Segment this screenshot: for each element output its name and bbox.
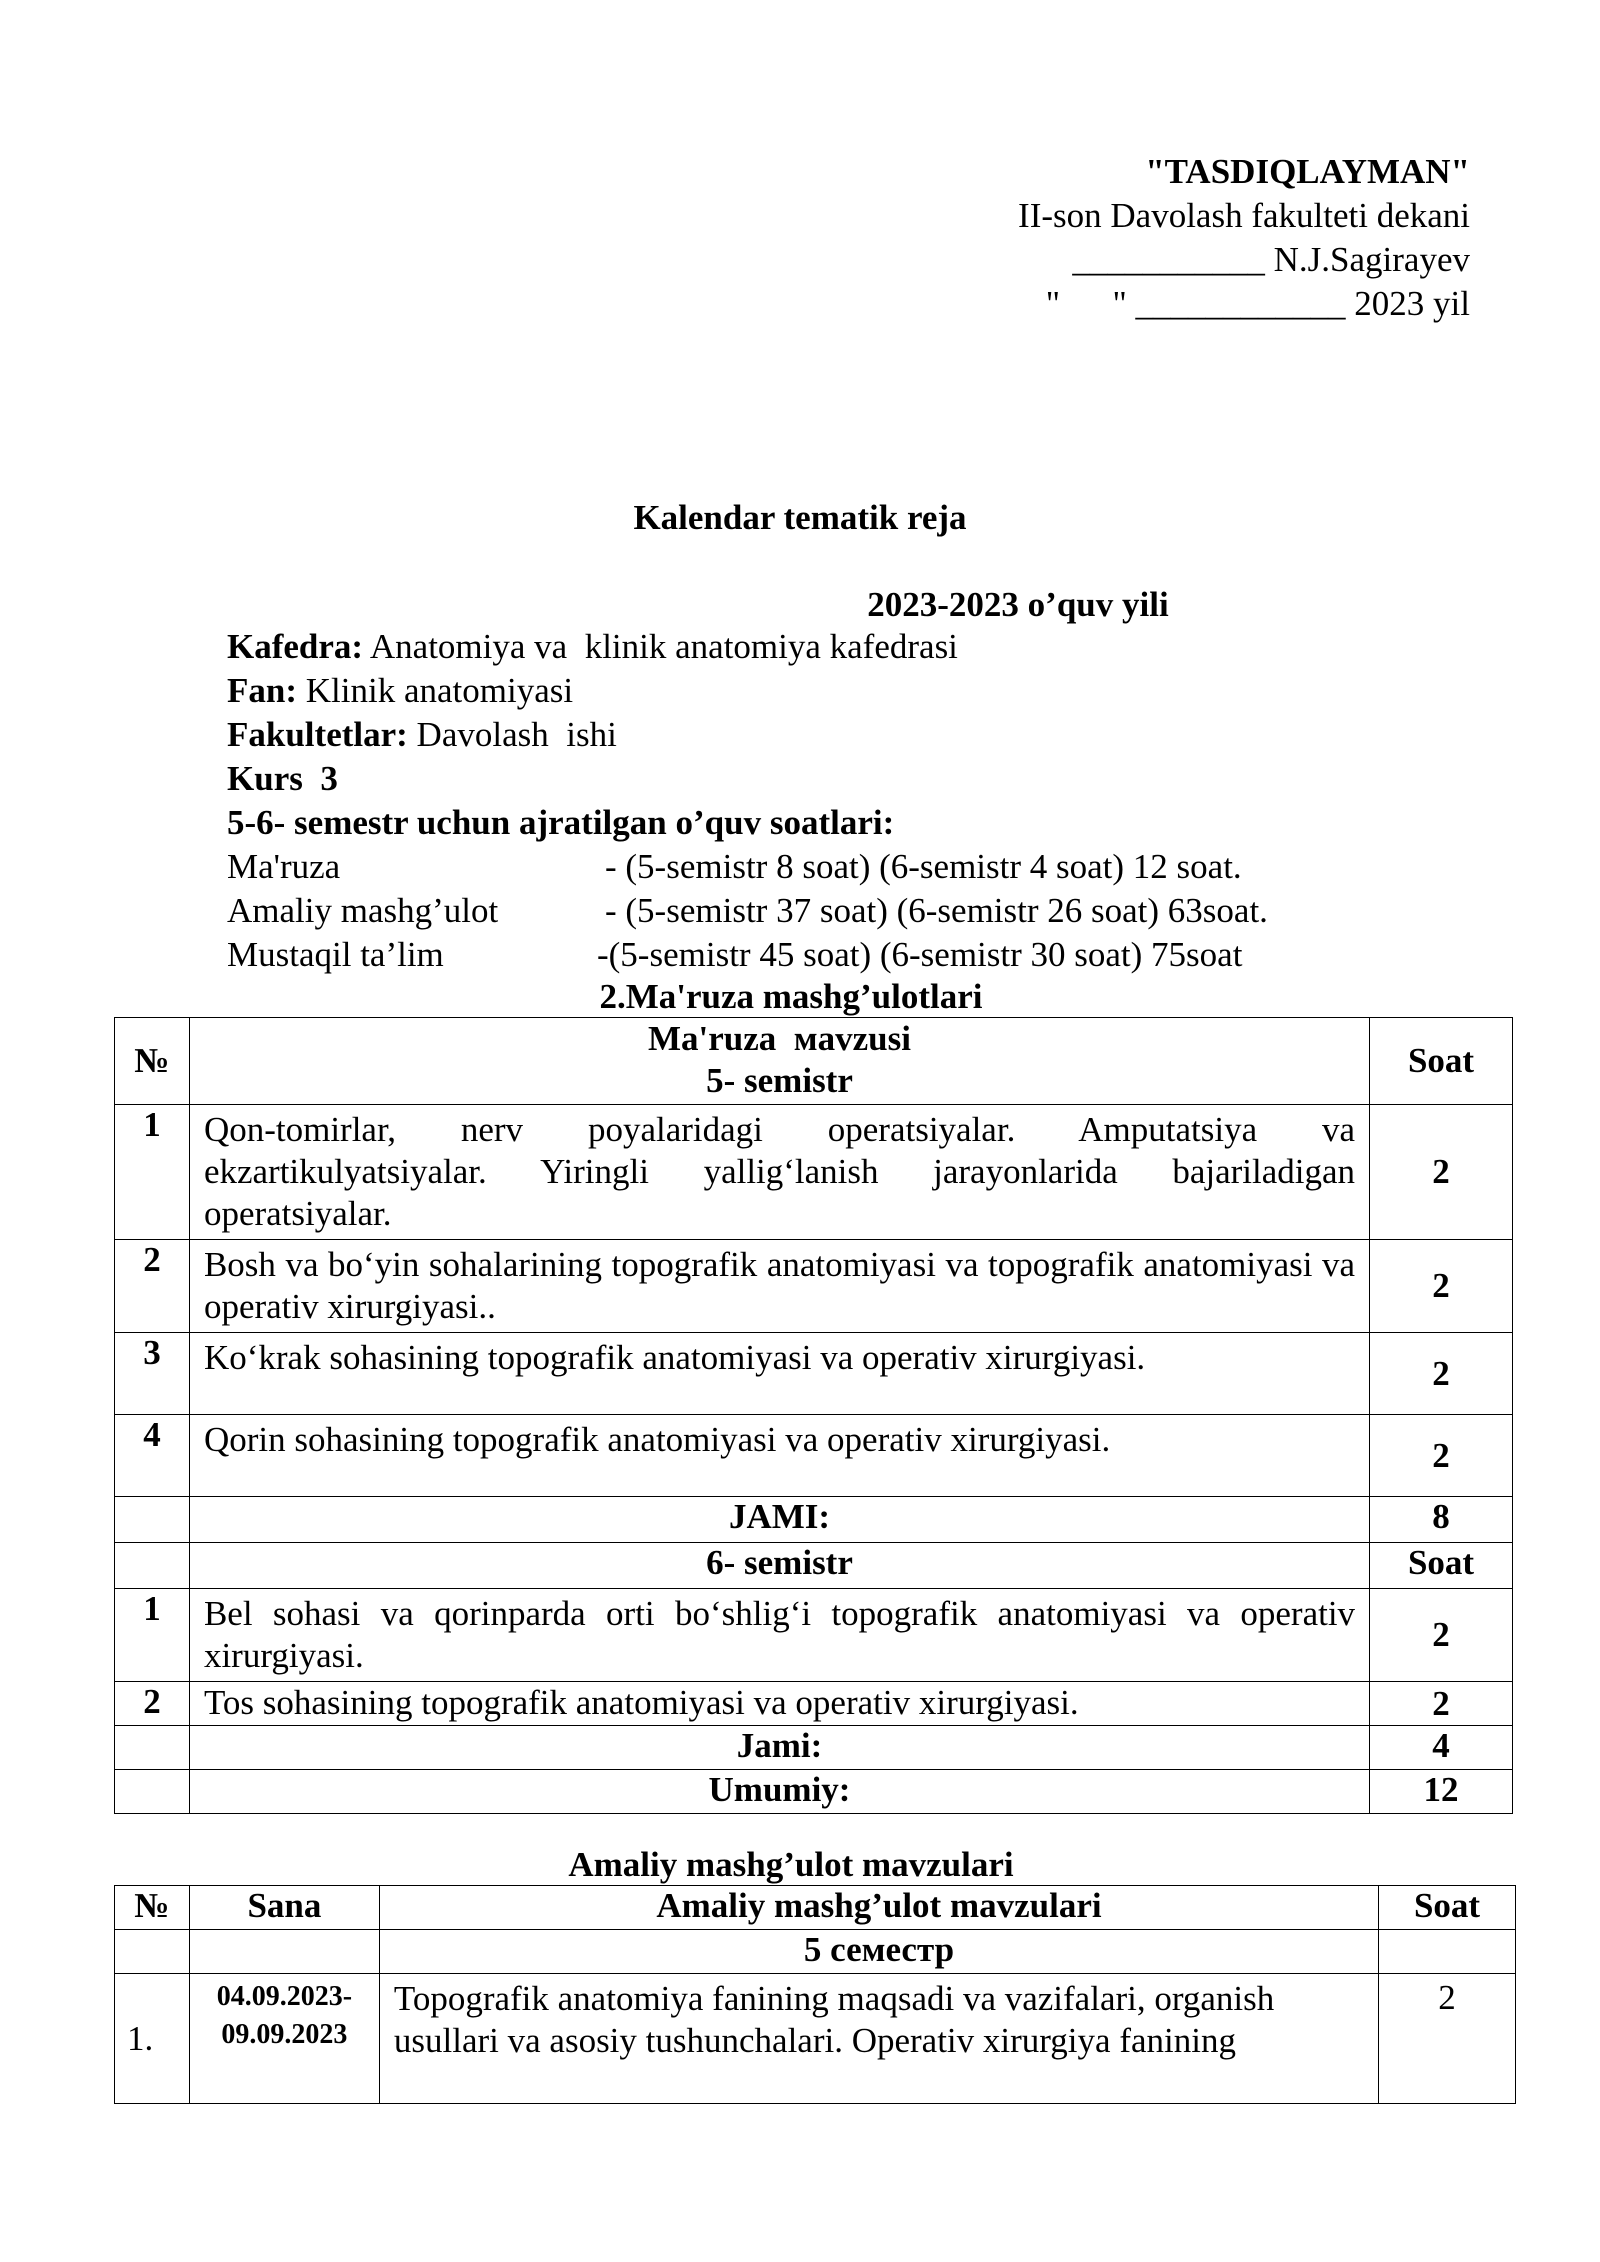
lecture-topic: Ko‘krak sohasining topografik anatomiyasi va operativ xirurgiyasi. [189, 1333, 1369, 1415]
date-start: 04.09.2023- [216, 1981, 353, 2012]
table-row [115, 1415, 1513, 1497]
row-number: 1. [115, 1974, 190, 2104]
empty-cell [115, 1930, 190, 1974]
approval-block [1018, 150, 1470, 326]
hours-label: Mustaqil ta’lim [227, 935, 444, 974]
kafedra-value: Anatomiya va klinik anatomiya kafedrasi [363, 627, 958, 666]
table-row [115, 1105, 1513, 1240]
hours-label: Amaliy mashg’ulot [227, 891, 499, 930]
row-number: 1 [115, 1105, 190, 1240]
info-block [227, 625, 958, 845]
fan-label: Fan: [227, 671, 297, 710]
lectures-table [114, 1017, 1513, 1814]
table-row [115, 1240, 1513, 1333]
fan-value: Klinik anatomiyasi [297, 671, 574, 710]
grand-total-value: 12 [1370, 1770, 1513, 1814]
total5-label: JAMI: [189, 1497, 1369, 1543]
total6-label: Jami: [189, 1726, 1369, 1770]
practical-hours: 2 [1379, 1974, 1516, 2104]
table-row [115, 1974, 1516, 2104]
empty-cell [1379, 1930, 1516, 1974]
hours-value: -(5-semistr 45 soat) (6-semistr 30 soat) 75soat [597, 935, 1243, 974]
total-row [115, 1497, 1513, 1543]
hours-value: - (5-semistr 37 soat) (6-semistr 26 soat) 63soat. [605, 891, 1268, 930]
fan-line [227, 669, 958, 713]
table-row [115, 1589, 1513, 1682]
lecture-hours: 2 [1370, 1240, 1513, 1333]
lecture-hours: 2 [1370, 1589, 1513, 1682]
hours-row [227, 845, 1268, 889]
total5-value: 8 [1370, 1497, 1513, 1543]
approval-title: "TASDIQLAYMAN" [1145, 152, 1470, 191]
row-number: 4 [115, 1415, 190, 1497]
approval-date: " " ____________ 2023 yil [1045, 284, 1470, 323]
semester5-label: 5- semistr [706, 1061, 853, 1100]
col-topic-header [189, 1018, 1369, 1105]
lecture-hours: 2 [1370, 1682, 1513, 1726]
faculty-line [227, 713, 958, 757]
semester-row [115, 1930, 1516, 1974]
lecture-topic: Bosh va bo‘yin sohalarining topografik anatomiyasi va topografik anatomiyasi va operativ xirurgiyasi.. [189, 1240, 1369, 1333]
document-title: Kalendar tematik reja [633, 498, 967, 537]
col-no-header: № [115, 1886, 190, 1930]
kurs-value: Kurs 3 [227, 759, 338, 798]
empty-cell [115, 1726, 190, 1770]
lectures-header-row [115, 1018, 1513, 1105]
table-row [115, 1682, 1513, 1726]
grand-total-label: Umumiy: [189, 1770, 1369, 1814]
hours-row [227, 889, 1268, 933]
row-number: 2 [115, 1240, 190, 1333]
kafedra-line [227, 625, 958, 669]
col-hours-header: Soat [1379, 1886, 1516, 1930]
lecture-topic: Qon-tomirlar, nerv poyalaridagi operatsiyalar. Amputatsiya va ekzartikulyatsiyalar. Yiringli yallig‘lanish jarayonlarida bajariladigan operatsiyalar. [189, 1105, 1369, 1240]
date-end: 09.09.2023 [221, 2019, 348, 2050]
practicals-table [114, 1885, 1516, 2104]
col-hours-header: Soat [1370, 1018, 1513, 1105]
semester6-label: 6- semistr [189, 1543, 1369, 1589]
semester6-row [115, 1543, 1513, 1589]
hours-heading [227, 801, 958, 845]
approval-signature: ___________ N.J.Sagirayev [1072, 240, 1470, 279]
faculty-label: Fakultetlar: [227, 715, 408, 754]
lecture-topic: Qorin sohasining topografik anatomiyasi va operativ xirurgiyasi. [189, 1415, 1369, 1497]
row-number: 3 [115, 1333, 190, 1415]
empty-cell [115, 1770, 190, 1814]
lecture-hours: 2 [1370, 1415, 1513, 1497]
lecture-topic: Tos sohasining topografik anatomiyasi va operativ xirurgiyasi. [189, 1682, 1369, 1726]
kafedra-label: Kafedra: [227, 627, 364, 666]
hours-label: Ma'ruza [227, 847, 341, 886]
lecture-topic-heading: Ma'ruza мavzusi [648, 1019, 911, 1058]
semester-label: 5 семестр [379, 1930, 1378, 1974]
col-no-header: № [115, 1018, 190, 1105]
approval-position: II-son Davolash fakulteti dekani [1018, 196, 1470, 235]
academic-year: 2023-2023 o’quv yili [867, 585, 1169, 624]
lecture-topic: Bel sohasi va qorinparda orti bo‘shlig‘i topografik anatomiyasi va operativ xirurgiyasi. [189, 1589, 1369, 1682]
empty-cell [189, 1930, 379, 1974]
hours-list [227, 845, 1268, 977]
semester6-hours-header: Soat [1370, 1543, 1513, 1589]
hours-value: - (5-semistr 8 soat) (6-semistr 4 soat) 12 soat. [605, 847, 1242, 886]
practicals-header-row [115, 1886, 1516, 1930]
total-row [115, 1726, 1513, 1770]
date-cell [189, 1974, 379, 2104]
col-date-header: Sana [189, 1886, 379, 1930]
table-row [115, 1333, 1513, 1415]
lecture-hours: 2 [1370, 1105, 1513, 1240]
grand-total-row [115, 1770, 1513, 1814]
empty-cell [115, 1497, 190, 1543]
lecture-hours: 2 [1370, 1333, 1513, 1415]
lectures-section-title: 2.Ma'ruza mashg’ulotlari [599, 977, 983, 1016]
empty-cell [115, 1543, 190, 1589]
hours-heading-text: 5-6- semestr uchun ajratilgan o’quv soatlari: [227, 803, 895, 842]
practical-topic: Topografik anatomiya fanining maqsadi va vazifalari, organish usullari va asosiy tushunchalari. Operativ xirurgiya fanining [379, 1974, 1378, 2104]
col-topic-header: Amaliy mashg’ulot mavzulari [379, 1886, 1378, 1930]
practicals-section-title: Amaliy mashg’ulot mavzulari [568, 1845, 1014, 1884]
row-number: 1 [115, 1589, 190, 1682]
total6-value: 4 [1370, 1726, 1513, 1770]
faculty-value: Davolash ishi [407, 715, 617, 754]
hours-row [227, 933, 1268, 977]
row-number: 2 [115, 1682, 190, 1726]
kurs-line [227, 757, 958, 801]
